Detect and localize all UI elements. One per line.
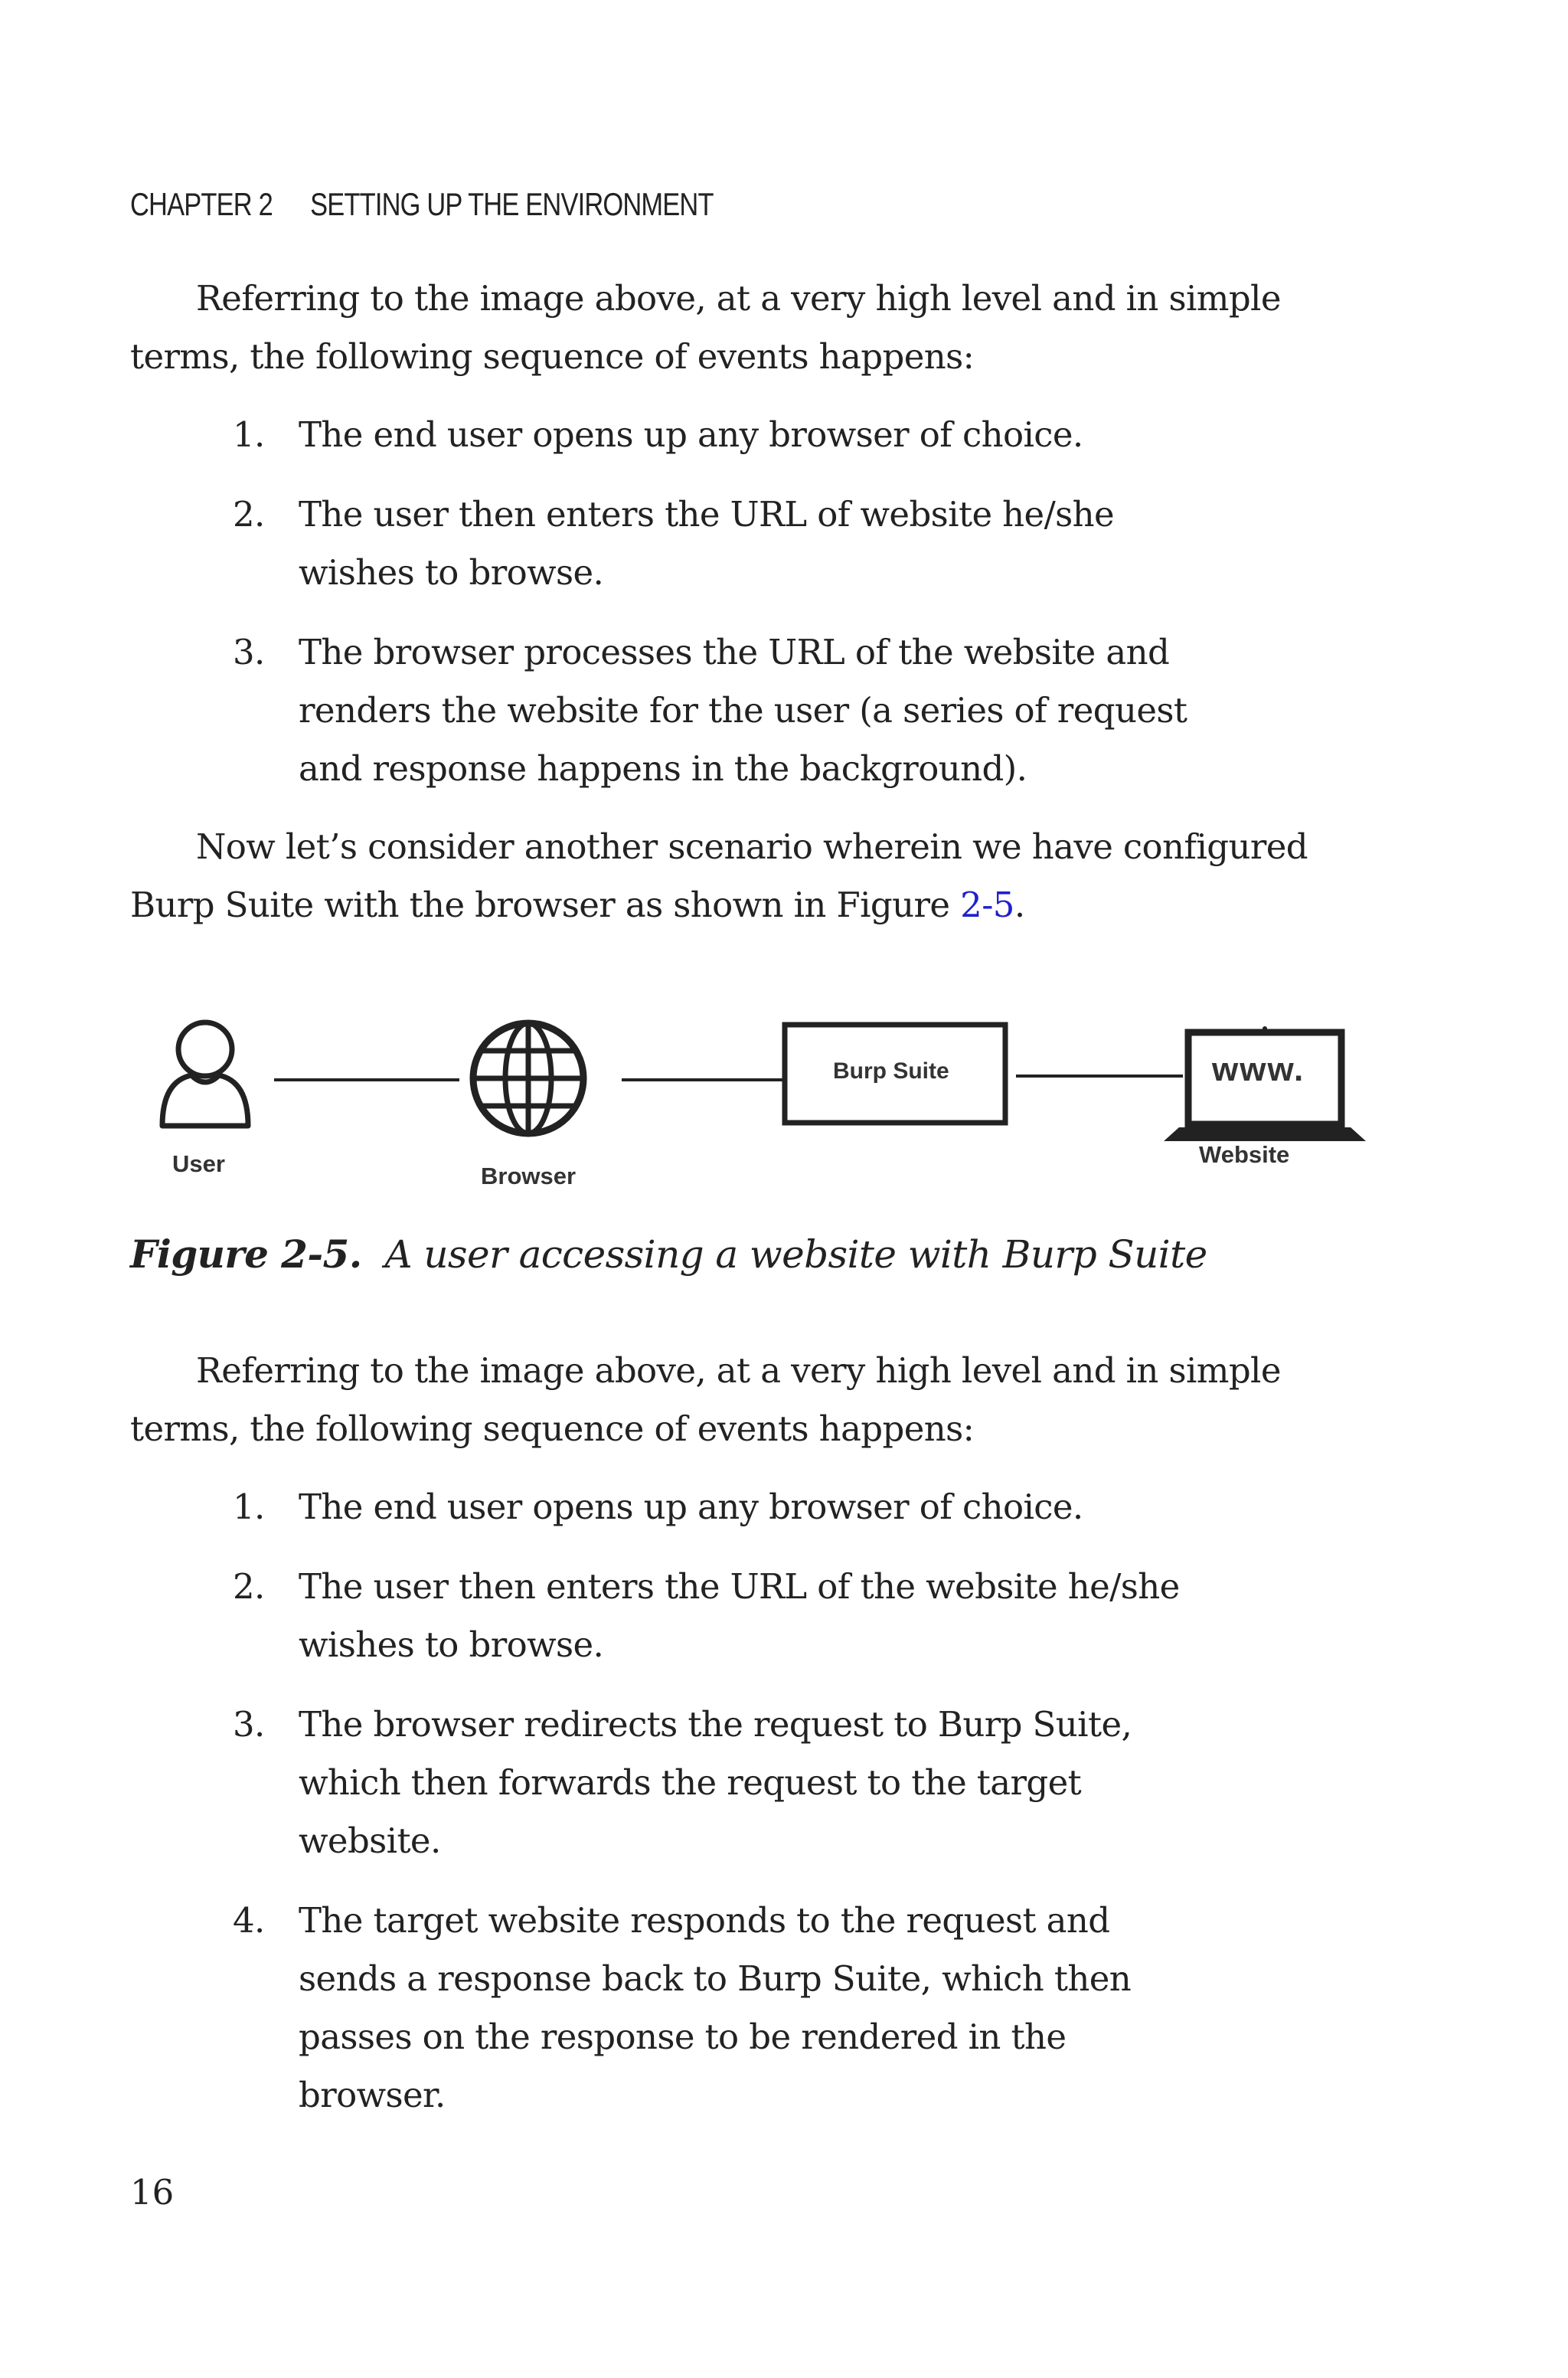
list-number: 4. [233, 1900, 265, 1941]
list-text: The user then enters the URL of the website he/she wishes to browse. [299, 1566, 1180, 1665]
list-item [222, 623, 1256, 798]
list-item [222, 1478, 1217, 1536]
list-item [222, 1558, 1256, 1674]
figure-reference-link[interactable]: 2-5 [960, 885, 1014, 925]
list-text: The user then enters the URL of website he/she wishes to browse. [299, 494, 1115, 593]
running-head [130, 186, 714, 223]
browser-label: Browser [481, 1163, 577, 1189]
burp-suite-label: Burp Suite [833, 1058, 949, 1084]
website-label: Website [1199, 1141, 1290, 1168]
list-number: 2. [233, 1566, 265, 1607]
list-number: 1. [233, 414, 265, 455]
globe-icon [473, 1023, 583, 1133]
diagram-svg [145, 996, 1386, 1202]
list-item [222, 1696, 1187, 1870]
paragraph-text [130, 818, 1386, 934]
list-text: The end user opens up any browser of choice. [299, 414, 1083, 455]
paragraph-text-start: Now let’s consider another scenario wherein we have configured Burp Suite with the browser as shown in Figure [130, 826, 1308, 925]
caption-number: Figure 2-5. [130, 1232, 362, 1277]
list-item [222, 486, 1179, 602]
list-number: 3. [233, 632, 265, 672]
figure-caption [130, 1232, 1207, 1277]
paragraph-text: Referring to the image above, at a very high level and in simple terms, the following sequence of events happens: [130, 1350, 1281, 1449]
list-number: 1. [233, 1487, 265, 1527]
list-text: The browser processes the URL of the website and renders the website for the user (a series of request and response happens in the background). [299, 632, 1187, 789]
paragraph-text-end: . [1014, 885, 1025, 925]
list-number: 3. [233, 1704, 265, 1745]
list-number: 2. [233, 494, 265, 535]
user-icon [162, 1022, 248, 1126]
list-text: The end user opens up any browser of choice. [299, 1487, 1083, 1527]
sequence-list-1 [222, 406, 1217, 798]
scenario-paragraph [130, 818, 1386, 934]
intro-paragraph-2 [130, 1342, 1386, 1458]
list-text: The browser redirects the request to Burp Suite, which then forwards the request to the target website. [299, 1704, 1132, 1861]
caption-text: A user accessing a website with Burp Suite [384, 1232, 1207, 1277]
intro-paragraph-1 [130, 270, 1386, 386]
page-number: 16 [130, 2172, 175, 2213]
paragraph-text: Referring to the image above, at a very high level and in simple terms, the following sequence of events happens: [130, 278, 1281, 377]
user-label: User [172, 1150, 225, 1177]
list-item [222, 406, 1217, 464]
www-label: www. [1212, 1051, 1305, 1088]
chapter-label: CHAPTER 2 [130, 186, 273, 222]
section-title: SETTING UP THE ENVIRONMENT [310, 186, 714, 222]
list-text: The target website responds to the request and sends a response back to Burp Suite, which then passes on the response to be rendered in the browser. [299, 1900, 1132, 2115]
figure-diagram [145, 996, 1386, 1202]
sequence-list-2 [222, 1478, 1217, 2124]
list-item [222, 1892, 1217, 2124]
